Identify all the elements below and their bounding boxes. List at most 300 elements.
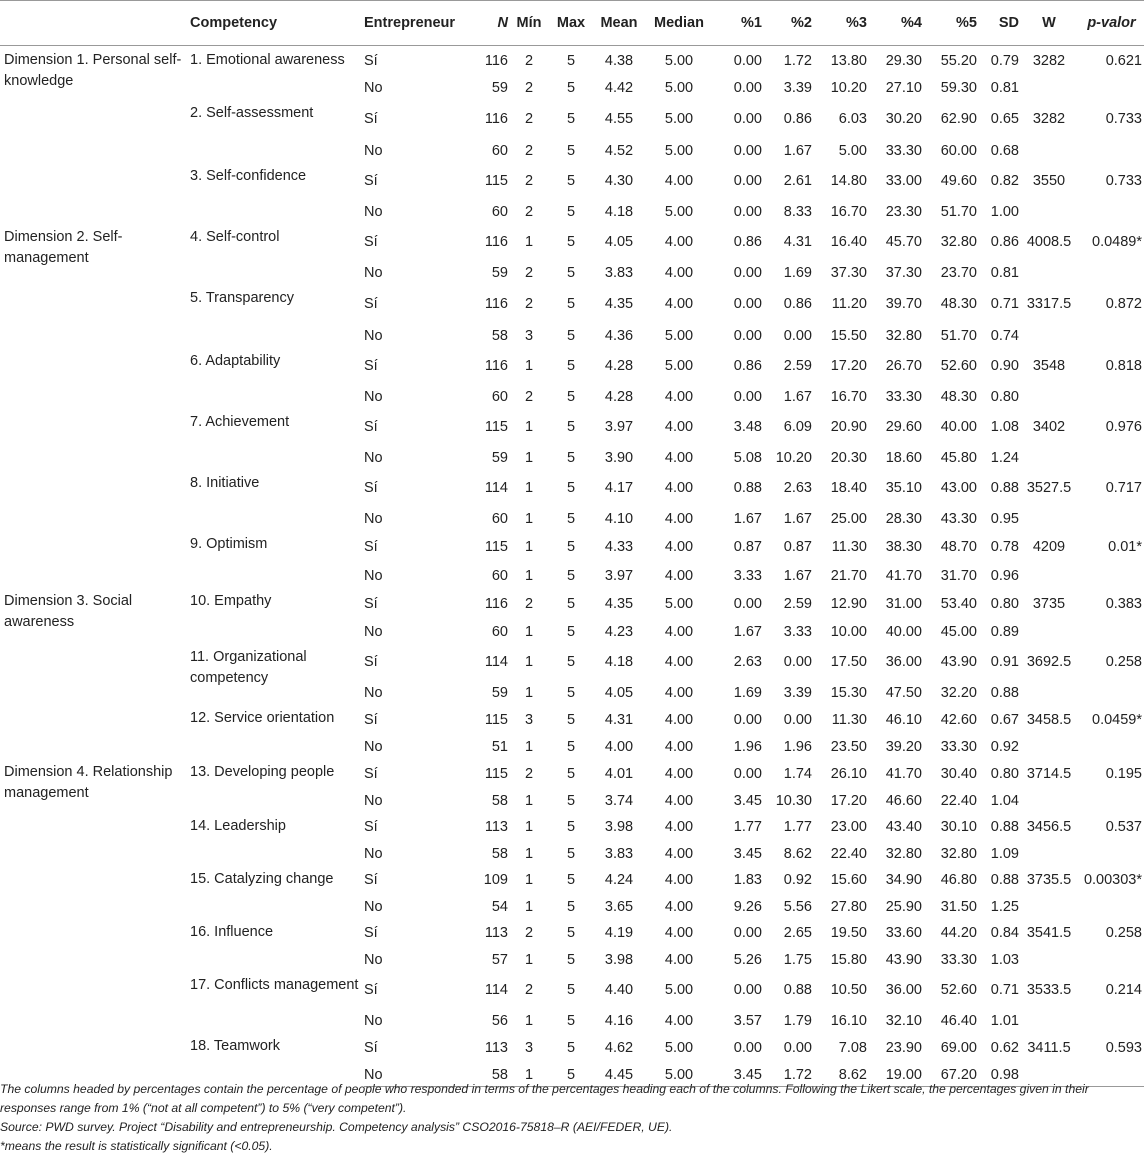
min-cell: 1 [524, 567, 534, 584]
pct3-cell: 15.80 [830, 951, 867, 968]
pct1-cell: 1.83 [733, 872, 762, 888]
pct5-cell: 46.80 [940, 872, 977, 888]
pct2-cell: 1.67 [783, 388, 812, 405]
pct3-cell: 16.70 [830, 388, 867, 405]
entrepreneur-cell: No [364, 898, 383, 915]
pct1-cell: 5.08 [733, 449, 762, 466]
w-cell [1019, 566, 1079, 587]
pct4-cell: 41.70 [885, 765, 922, 782]
competency-cell: 12. Service orientation [190, 709, 335, 726]
table-row [0, 758, 1144, 791]
mean-cell: 3.83 [604, 845, 634, 862]
mean-cell: 4.19 [604, 925, 634, 941]
max-cell: 5 [566, 792, 576, 809]
n-cell: 60 [491, 203, 508, 220]
competency-cell: 5. Transparency [190, 289, 294, 306]
pct5-cell: 48.30 [940, 388, 977, 405]
max-cell: 5 [566, 449, 576, 466]
table-row [0, 223, 1144, 263]
pct2-cell: 0.88 [783, 982, 812, 998]
competency-cell: 11. Organizational competency [190, 648, 307, 686]
pct2-cell: 2.59 [783, 595, 812, 612]
max-cell: 5 [566, 623, 576, 640]
max-cell: 5 [566, 738, 576, 755]
median-cell: 5.00 [664, 595, 694, 612]
entrepreneur-cell: Sí [364, 173, 378, 189]
n-cell: 58 [491, 792, 508, 809]
mean-cell: 3.97 [604, 567, 634, 584]
pct4-cell: 23.90 [885, 1039, 922, 1056]
max-cell: 5 [566, 79, 576, 96]
max-cell: 5 [566, 510, 576, 527]
entrepreneur-cell: Sí [364, 480, 378, 496]
pct5-cell: 51.70 [940, 203, 977, 220]
min-cell: 2 [524, 765, 534, 782]
p-value-cell: 0.0489* [1092, 234, 1142, 250]
pct5-cell: 45.00 [940, 623, 977, 640]
header-mean: Mean [592, 1, 646, 46]
table-row [0, 46, 1144, 78]
pct2-cell: 1.79 [783, 1012, 812, 1029]
pct3-cell: 14.80 [830, 173, 867, 189]
pct2-cell: 0.00 [783, 711, 812, 728]
pct4-cell: 18.60 [885, 449, 922, 466]
pct2-cell: 2.63 [783, 480, 812, 496]
min-cell: 1 [524, 480, 534, 496]
pct2-cell: 8.62 [783, 845, 812, 862]
min-cell: 1 [524, 623, 534, 640]
pct1-cell: 0.00 [733, 982, 762, 998]
sd-cell: 0.88 [990, 819, 1019, 835]
pct1-cell: 3.57 [733, 1012, 762, 1029]
p-value-cell: 0.717 [1105, 480, 1142, 496]
n-cell: 116 [484, 296, 508, 312]
median-cell: 4.00 [664, 173, 694, 189]
median-cell: 4.00 [664, 234, 694, 250]
p-value-cell: 0.195 [1105, 765, 1142, 782]
pct1-cell: 1.69 [733, 684, 762, 701]
n-cell: 56 [491, 1012, 508, 1029]
median-cell: 4.00 [664, 567, 694, 584]
median-cell: 5.00 [664, 982, 694, 998]
entrepreneur-cell: No [364, 142, 383, 159]
pct4-cell: 25.90 [885, 898, 922, 915]
mean-cell: 4.40 [604, 982, 634, 998]
min-cell: 2 [524, 388, 534, 405]
pct4-cell: 31.00 [885, 595, 922, 612]
pct2-cell: 10.20 [775, 449, 812, 466]
pct2-cell: 1.75 [783, 951, 812, 968]
min-cell: 2 [524, 142, 534, 159]
min-cell: 3 [524, 1039, 534, 1056]
pct2-cell: 3.39 [783, 79, 812, 96]
n-cell: 113 [484, 1039, 508, 1056]
max-cell: 5 [566, 264, 576, 281]
w-cell [1019, 737, 1079, 758]
p-value-cell [1079, 263, 1144, 284]
header-pct3: %3 [812, 1, 867, 46]
sd-cell: 1.04 [990, 792, 1019, 809]
pct4-cell: 27.10 [885, 79, 922, 96]
min-cell: 2 [524, 203, 534, 220]
pct5-cell: 33.30 [940, 738, 977, 755]
pct1-cell: 0.00 [733, 203, 762, 220]
w-cell [1019, 448, 1079, 469]
max-cell: 5 [566, 296, 576, 312]
p-value-cell: 0.621 [1105, 53, 1142, 70]
pct3-cell: 17.20 [830, 792, 867, 809]
max-cell: 5 [566, 388, 576, 405]
pct3-cell: 25.00 [830, 510, 867, 527]
pct1-cell: 1.67 [733, 510, 762, 527]
n-cell: 113 [484, 925, 508, 941]
median-cell: 5.00 [646, 1065, 712, 1087]
mean-cell: 3.65 [604, 898, 634, 915]
max-cell: 5 [566, 419, 576, 435]
mean-cell: 4.30 [604, 173, 634, 189]
n-cell: 58 [491, 327, 508, 344]
min-cell: 1 [524, 738, 534, 755]
w-cell [1019, 326, 1079, 347]
mean-cell: 4.18 [604, 654, 634, 670]
pct5-cell: 44.20 [940, 925, 977, 941]
entrepreneur-cell: No [364, 684, 383, 701]
pct5-cell: 42.60 [940, 711, 977, 728]
competency-cell: 4. Self-control [190, 228, 280, 245]
pct5-cell: 52.60 [940, 982, 977, 998]
n-cell: 51 [491, 738, 508, 755]
header-min: Mín [508, 1, 550, 46]
entrepreneur-cell: No [364, 623, 383, 640]
median-cell: 4.00 [664, 684, 694, 701]
pct5-cell: 22.40 [940, 792, 977, 809]
sd-cell: 0.84 [990, 925, 1019, 941]
w-cell: 4008.5 [1026, 234, 1072, 250]
mean-cell: 4.36 [604, 327, 634, 344]
entrepreneur-cell: No [364, 510, 383, 527]
w-cell: 3550 [1032, 173, 1066, 189]
mean-cell: 3.74 [604, 792, 634, 809]
entrepreneur-cell: Sí [364, 419, 378, 435]
sd-cell: 0.92 [990, 738, 1019, 755]
pct2-cell: 2.61 [783, 173, 812, 189]
min-cell: 1 [524, 1012, 534, 1029]
pct2-cell: 10.30 [775, 792, 812, 809]
w-cell: 3458.5 [1026, 711, 1072, 728]
n-cell: 57 [491, 951, 508, 968]
pct2-cell: 0.86 [783, 111, 812, 127]
w-cell [1019, 78, 1079, 99]
sd-cell: 0.71 [990, 982, 1019, 998]
sd-cell: 0.98 [977, 1065, 1019, 1087]
max-cell: 5 [566, 711, 576, 728]
entrepreneur-cell: No [364, 951, 383, 968]
entrepreneur-cell: No [364, 327, 383, 344]
min-cell: 1 [524, 898, 534, 915]
max-cell: 5 [566, 595, 576, 612]
mean-cell: 4.10 [604, 510, 634, 527]
min-cell: 3 [524, 711, 534, 728]
pct3-cell: 23.00 [830, 819, 867, 835]
entrepreneur-cell: No [364, 567, 383, 584]
min-cell: 1 [524, 449, 534, 466]
competency-cell: 10. Empathy [190, 592, 272, 609]
header-n: N [468, 1, 508, 46]
pct3-cell: 13.80 [830, 53, 867, 70]
sd-cell: 1.00 [990, 203, 1019, 220]
max-cell: 5 [566, 684, 576, 701]
pct2-cell: 1.74 [783, 765, 812, 782]
max-cell: 5 [566, 982, 576, 998]
median-cell: 5.00 [664, 1039, 694, 1056]
entrepreneur-cell: Sí [364, 819, 378, 835]
pct4-cell: 36.00 [885, 654, 922, 670]
pct5-cell: 33.30 [940, 951, 977, 968]
pct4-cell: 39.70 [885, 296, 922, 312]
sd-cell: 0.86 [990, 234, 1019, 250]
sd-cell: 0.71 [990, 296, 1019, 312]
max-cell: 5 [566, 845, 576, 862]
pct4-cell: 28.30 [885, 510, 922, 527]
competency-cell: 15. Catalyzing change [190, 870, 334, 887]
pct5-cell: 32.80 [940, 234, 977, 250]
median-cell: 4.00 [664, 711, 694, 728]
pct2-cell: 4.31 [783, 234, 812, 250]
w-cell [1019, 202, 1079, 223]
w-cell [1019, 1011, 1079, 1032]
sd-cell: 1.25 [990, 898, 1019, 915]
entrepreneur-cell: Sí [364, 1039, 378, 1056]
w-cell [1019, 622, 1079, 643]
median-cell: 5.00 [664, 53, 694, 70]
pct3-cell: 7.08 [838, 1039, 867, 1056]
competency-cell: 1. Emotional awareness [190, 52, 345, 68]
header-pct5: %5 [922, 1, 977, 46]
footnote-likert: The columns headed by percentages contain the percentage of people who responded in terms of the percentages heading each of the columns. Following the Likert scale, the percentages given in their responses range from 1% (“not at all competent”) to 5% (“very competent”). [0, 1082, 1089, 1115]
pct1-cell: 0.00 [733, 296, 762, 312]
pct3-cell: 20.90 [830, 419, 867, 435]
w-cell [1019, 509, 1079, 530]
competency-cell: 3. Self-confidence [190, 167, 307, 184]
entrepreneur-cell: Sí [364, 765, 378, 782]
mean-cell: 4.16 [604, 1012, 634, 1029]
pct2-cell: 3.39 [783, 684, 812, 701]
pct3-cell: 21.70 [830, 567, 867, 584]
pct4-cell: 35.10 [885, 480, 922, 496]
max-cell: 5 [566, 765, 576, 782]
pct5-cell: 49.60 [940, 173, 977, 189]
pct5-cell: 52.60 [940, 358, 977, 374]
pct4-cell: 33.60 [885, 925, 922, 941]
median-cell: 4.00 [664, 738, 694, 755]
sd-cell: 0.80 [990, 595, 1019, 612]
sd-cell: 1.09 [990, 845, 1019, 862]
pct5-cell: 43.00 [940, 480, 977, 496]
mean-cell: 4.01 [604, 765, 634, 782]
mean-cell: 4.05 [604, 234, 634, 250]
pct1-cell: 0.00 [733, 388, 762, 405]
mean-cell: 4.38 [604, 53, 634, 70]
pct5-cell: 31.70 [940, 567, 977, 584]
pct4-cell: 40.00 [885, 623, 922, 640]
pct2-cell: 0.92 [783, 872, 812, 888]
pct5-cell: 32.80 [940, 845, 977, 862]
sd-cell: 0.82 [990, 173, 1019, 189]
pct1-cell: 0.00 [733, 142, 762, 159]
min-cell: 2 [524, 79, 534, 96]
pct1-cell: 1.96 [733, 738, 762, 755]
pct5-cell: 48.70 [940, 539, 977, 555]
n-cell: 115 [484, 419, 508, 435]
entrepreneur-cell: Sí [364, 53, 378, 70]
n-cell: 115 [484, 173, 508, 189]
w-cell [1019, 950, 1079, 971]
pct1-cell: 1.67 [733, 623, 762, 640]
pct1-cell: 5.26 [733, 951, 762, 968]
sd-cell: 0.81 [990, 79, 1019, 96]
mean-cell: 3.90 [604, 449, 634, 466]
dimension-cell: Dimension 2. Self-management [4, 228, 123, 266]
max-cell: 5 [566, 53, 576, 70]
w-cell: 3282 [1032, 111, 1066, 127]
pct5-cell: 40.00 [940, 419, 977, 435]
sd-cell: 0.91 [990, 654, 1019, 670]
pct2-cell: 1.77 [783, 819, 812, 835]
max-cell: 5 [566, 358, 576, 374]
w-cell: 3456.5 [1026, 819, 1072, 835]
mean-cell: 4.05 [604, 684, 634, 701]
median-cell: 5.00 [664, 327, 694, 344]
max-cell: 5 [566, 1012, 576, 1029]
pct4-cell: 46.10 [885, 711, 922, 728]
sd-cell: 0.78 [990, 539, 1019, 555]
pct1-cell: 0.86 [733, 358, 762, 374]
pct4-cell: 36.00 [885, 982, 922, 998]
pct5-cell: 43.30 [940, 510, 977, 527]
n-cell: 58 [468, 1065, 508, 1087]
pct1-cell: 9.26 [733, 898, 762, 915]
pct1-cell: 0.00 [733, 1039, 762, 1056]
median-cell: 4.00 [664, 449, 694, 466]
pct4-cell: 33.30 [885, 388, 922, 405]
min-cell: 1 [524, 654, 534, 670]
pct5-cell: 55.20 [940, 53, 977, 70]
p-value-cell [1079, 844, 1144, 865]
p-value-cell: 0.214 [1105, 982, 1142, 998]
p-value-cell: 0.593 [1105, 1039, 1142, 1056]
p-value-cell: 0.872 [1105, 296, 1142, 312]
sd-cell: 0.88 [990, 872, 1019, 888]
pct5-cell: 67.20 [922, 1065, 977, 1087]
p-value-cell: 0.258 [1105, 654, 1142, 670]
n-cell: 115 [484, 765, 508, 782]
sd-cell: 0.67 [990, 711, 1019, 728]
min-cell: 1 [524, 819, 534, 835]
pct5-cell: 59.30 [940, 79, 977, 96]
entrepreneur-cell: Sí [364, 296, 378, 312]
pct4-cell: 29.60 [885, 419, 922, 435]
n-cell: 60 [491, 510, 508, 527]
pct2-cell: 8.33 [783, 203, 812, 220]
w-cell: 3735.5 [1026, 872, 1072, 888]
pct2-cell: 6.09 [783, 419, 812, 435]
pct4-cell: 30.20 [885, 111, 922, 127]
header-pct2: %2 [762, 1, 812, 46]
pct3-cell: 16.40 [830, 234, 867, 250]
pct3-cell: 37.30 [830, 264, 867, 281]
min-cell: 1 [524, 872, 534, 888]
pct2-cell: 1.96 [783, 738, 812, 755]
pct5-cell: 43.90 [940, 654, 977, 670]
pct3-cell: 11.30 [831, 539, 867, 555]
pct2-cell: 0.87 [783, 539, 812, 555]
pct4-cell: 37.30 [885, 264, 922, 281]
n-cell: 60 [491, 142, 508, 159]
w-cell: 3533.5 [1026, 982, 1072, 998]
n-cell: 58 [491, 845, 508, 862]
pct1-cell: 3.48 [733, 419, 762, 435]
competency-cell: 8. Initiative [190, 474, 260, 491]
dimension-cell: Dimension 4. Relationship management [4, 763, 173, 801]
max-cell: 5 [566, 234, 576, 250]
mean-cell: 4.62 [604, 1039, 634, 1056]
pct3-cell: 15.60 [830, 872, 867, 888]
competency-cell: 7. Achievement [190, 413, 290, 430]
pct2-cell: 1.67 [783, 567, 812, 584]
pct2-cell: 0.00 [783, 327, 812, 344]
p-value-cell [1079, 448, 1144, 469]
pct5-cell: 69.00 [940, 1039, 977, 1056]
mean-cell: 4.18 [604, 203, 634, 220]
competency-cell: 17. Conflicts management [190, 976, 359, 993]
p-value-cell [1079, 791, 1144, 812]
min-cell: 1 [524, 951, 534, 968]
competency-cell: 14. Leadership [190, 817, 286, 834]
pct1-cell: 0.88 [733, 480, 762, 496]
p-value-cell: 0.01* [1108, 539, 1142, 555]
min-cell: 1 [524, 845, 534, 862]
n-cell: 60 [491, 623, 508, 640]
w-cell [1019, 791, 1079, 812]
pct3-cell: 12.90 [830, 595, 867, 612]
median-cell: 4.00 [664, 792, 694, 809]
entrepreneur-cell: Sí [364, 111, 378, 127]
competency-cell: 2. Self-assessment [190, 104, 314, 121]
n-cell: 116 [484, 358, 508, 374]
median-cell: 4.00 [664, 480, 694, 496]
sd-cell: 0.74 [990, 327, 1019, 344]
competency-cell: 16. Influence [190, 923, 274, 940]
n-cell: 60 [491, 567, 508, 584]
pct2-cell: 0.00 [783, 1039, 812, 1056]
p-value-cell: 0.733 [1105, 173, 1142, 189]
pct4-cell: 39.20 [885, 738, 922, 755]
pct1-cell: 0.00 [733, 765, 762, 782]
pct2-cell: 0.00 [783, 654, 812, 670]
min-cell: 3 [524, 327, 534, 344]
pct5-cell: 51.70 [940, 327, 977, 344]
pct1-cell: 0.00 [733, 173, 762, 189]
pct4-cell: 19.00 [867, 1065, 922, 1087]
entrepreneur-cell: No [364, 845, 383, 862]
mean-cell: 4.35 [604, 595, 634, 612]
pct4-cell: 41.70 [885, 567, 922, 584]
w-cell: 3735 [1032, 595, 1066, 612]
median-cell: 5.00 [664, 358, 694, 374]
max-cell: 5 [550, 1065, 592, 1087]
pct5-cell: 62.90 [940, 111, 977, 127]
pct4-cell: 46.60 [885, 792, 922, 809]
